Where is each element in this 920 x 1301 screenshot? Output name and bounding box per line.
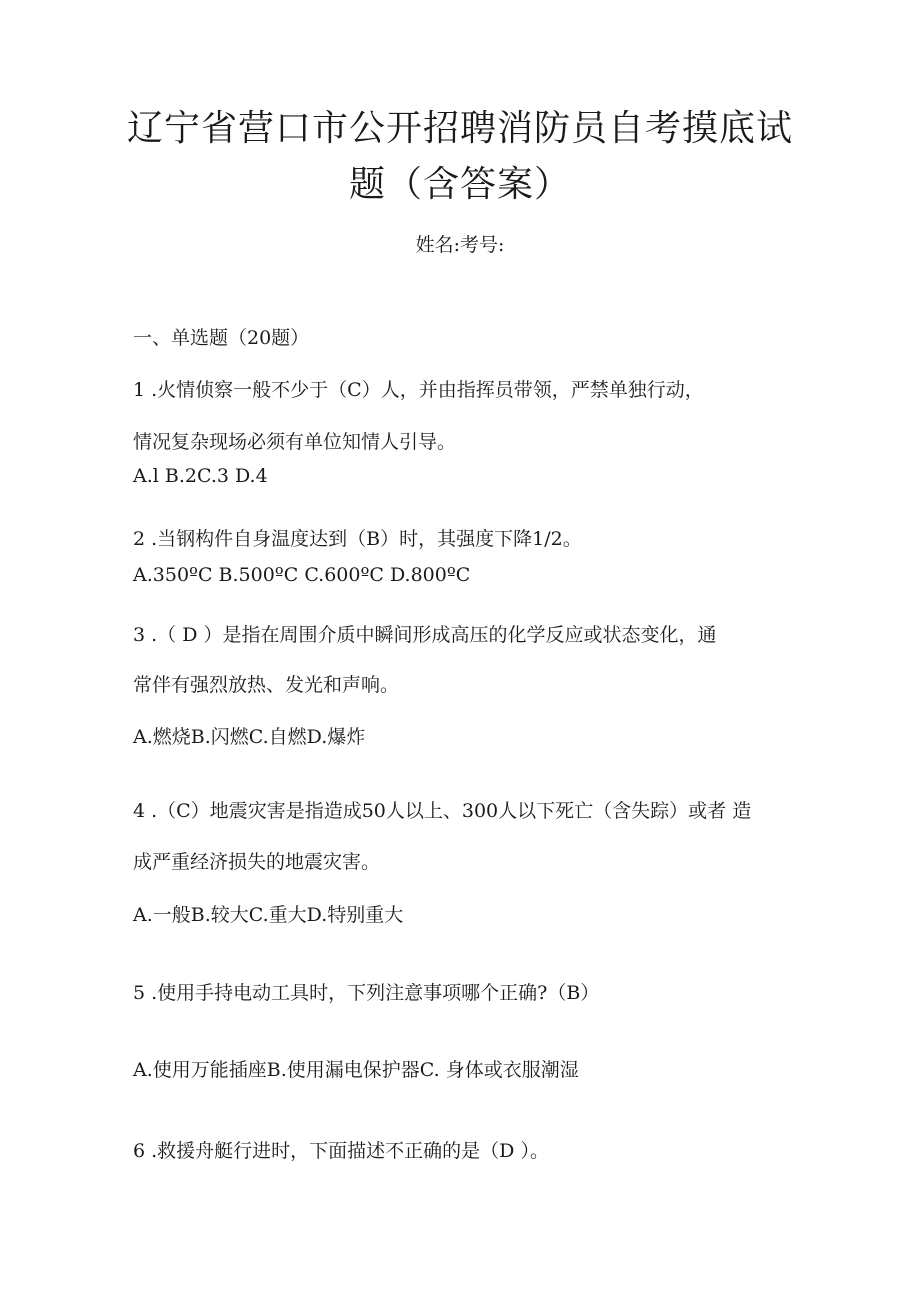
question-6-stem-line-1: 6 .救援舟艇行进时，下面描述不正确的是（D ）。	[133, 1140, 549, 1162]
question-2-options: A.350ºC B.500ºC C.600ºC D.800ºC	[133, 564, 471, 586]
question-1-stem-line-1: 1 .火情侦察一般不少于（C）人，并由指挥员带领，严禁单独行动，	[133, 379, 704, 401]
document-title-line-2: 题（含答案）	[348, 164, 571, 205]
section-heading: 一、单选题（20题）	[133, 327, 310, 349]
question-3-options: A.燃烧B.闪燃C.自燃D.爆炸	[133, 726, 366, 748]
question-3-stem-line-1: 3 .（ D ）是指在周围介质中瞬间形成高压的化学反应或状态变化，通	[133, 624, 717, 646]
question-5-stem-line-1: 5 .使用手持电动工具时，下列注意事项哪个正确?（B）	[133, 982, 600, 1004]
question-4-stem-line-2: 成严重经济损失的地震灾害。	[133, 851, 381, 873]
question-1-options: A.l B.2C.3 D.4	[133, 465, 268, 487]
question-2-stem-line-1: 2 .当钢构件自身温度达到（B）时，其强度下降1/2。	[133, 528, 582, 550]
question-5-options: A.使用万能插座B.使用漏电保护器C. 身体或衣服潮湿	[133, 1059, 579, 1081]
question-4-stem-line-1: 4 .（C）地震灾害是指造成50人以上、300人以下死亡（含失踪）或者 造	[133, 800, 752, 822]
question-3-stem-line-2: 常伴有强烈放热、发光和声响。	[133, 674, 400, 696]
question-4-options: A.一般B.较大C.重大D.特别重大	[133, 904, 404, 926]
name-and-exam-number-line: 姓名:考号:	[415, 234, 505, 256]
question-1-stem-line-2: 情况复杂现场必须有单位知情人引导。	[133, 431, 457, 453]
document-title-line-1: 辽宁省营口市公开招聘消防员自考摸底试	[126, 108, 793, 149]
